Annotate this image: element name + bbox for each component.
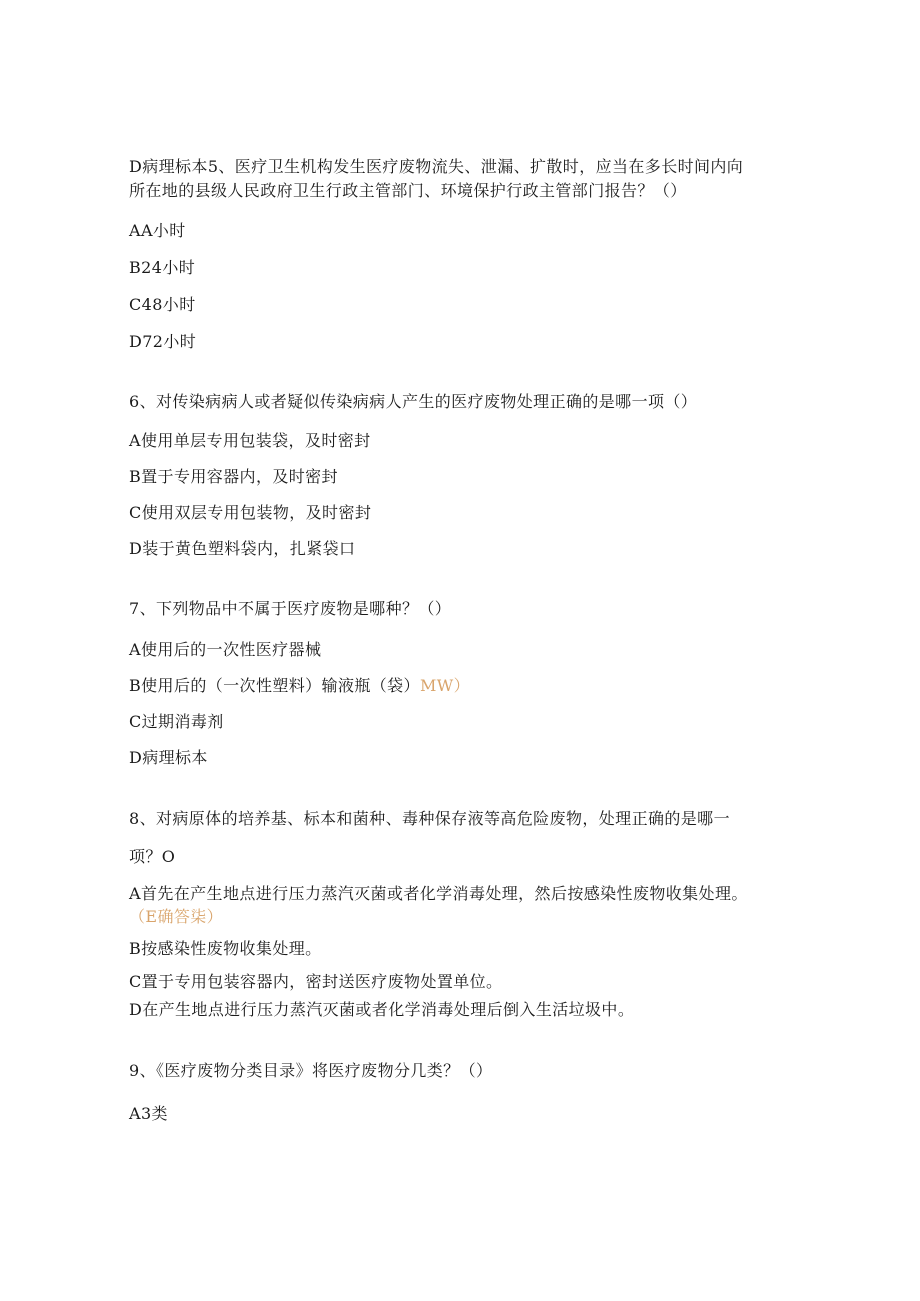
question-5-option-c: C48小时 <box>129 295 196 314</box>
question-8-answer-mark: （E确答柒） <box>129 907 224 926</box>
question-8-option-c: C置于专用包装容器内，密封送医疗废物处置单位。 <box>129 972 503 991</box>
question-7-option-b <box>129 676 470 696</box>
question-5-text-line-1: D病理标本5、医疗卫生机构发生医疗废物流失、泄漏、扩散时，应当在多长时间内向 <box>129 157 744 176</box>
question-5-option-a: AA小时 <box>129 221 186 240</box>
question-6-option-c: C使用双层专用包装物，及时密封 <box>129 503 372 522</box>
question-7-option-d: D病理标本 <box>129 748 208 767</box>
question-8-option-a: A首先在产生地点进行压力蒸汽灭菌或者化学消毒处理，然后按感染性废物收集处理。 <box>129 884 748 903</box>
question-8-option-b: B按感染性废物收集处理。 <box>129 939 322 958</box>
question-8-text-line-1: 8、对病原体的培养基、标本和菌种、毒种保存液等高危险废物，处理正确的是哪一 <box>129 809 730 828</box>
question-7-option-b-text: B使用后的（一次性塑料）输液瓶（袋） <box>129 676 420 695</box>
question-7-option-a: A使用后的一次性医疗器械 <box>129 640 322 659</box>
question-7-option-b-mark: MW） <box>419 676 470 695</box>
question-6-option-d: D装于黄色塑料袋内，扎紧袋口 <box>129 539 356 558</box>
question-6-option-a: A使用单层专用包装袋，及时密封 <box>129 431 371 450</box>
question-5-text-line-2: 所在地的县级人民政府卫生行政主管部门、环境保护行政主管部门报告？（） <box>129 181 687 200</box>
question-6-text: 6、对传染病病人或者疑似传染病病人产生的医疗废物处理正确的是哪一项（） <box>129 392 698 411</box>
question-9-option-a: A3类 <box>129 1104 168 1123</box>
question-5-option-b: B24小时 <box>129 258 196 277</box>
question-5-option-d: D72小时 <box>129 332 197 351</box>
question-8-text-line-2: 项？O <box>129 847 176 866</box>
question-9-text: 9、《医疗废物分类目录》将医疗废物分几类？（） <box>129 1061 493 1080</box>
question-7-text: 7、下列物品中不属于医疗废物是哪种？（） <box>129 599 452 618</box>
question-7-option-c: C过期消毒剂 <box>129 712 224 731</box>
question-8-option-d: D在产生地点进行压力蒸汽灭菌或者化学消毒处理后倒入生活垃圾中。 <box>129 1000 635 1019</box>
question-6-option-b: B置于专用容器内，及时密封 <box>129 467 338 486</box>
